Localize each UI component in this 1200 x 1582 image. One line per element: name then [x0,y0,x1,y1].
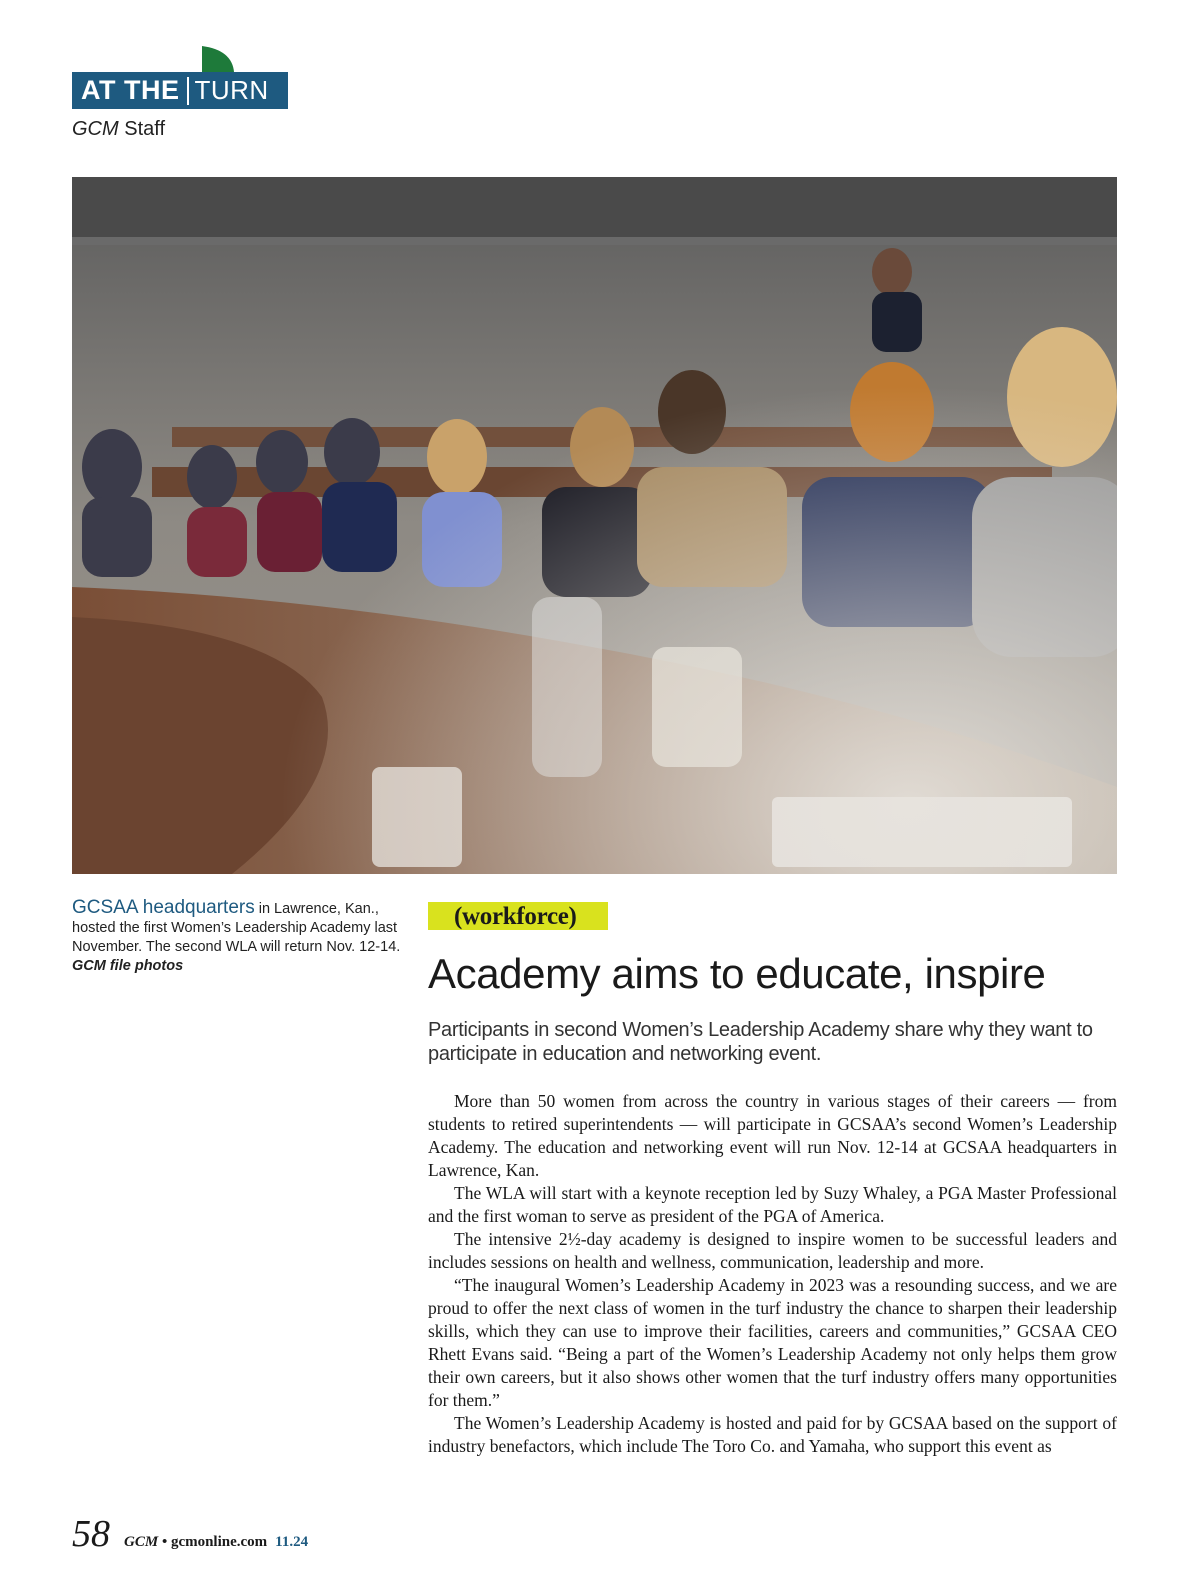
logo-divider [187,77,189,105]
logo-bold-text: AT THE [81,75,180,105]
page-footer [72,1512,308,1556]
caption-credit: GCM file photos [72,958,184,974]
flag-icon [202,46,234,72]
footer-magazine [124,1534,267,1551]
footer-mag-name: GCM [124,1534,159,1550]
byline-italic: GCM [72,118,119,140]
body-paragraph: More than 50 women from across the country in various stages of their careers — from students to retired superintendents — will participate in GCSAA’s second Women’s Leadership Academy. The education and networking event will run Nov. 12-14 at GCSAA headquarters in Lawrence, Kan. [428,1091,1117,1180]
article-headline: Academy aims to educate, inspire [428,950,1046,997]
byline-rest: Staff [118,118,165,140]
caption-text: in Lawrence, Kan., hosted the first Women’s Leadership Academy last November. The second WLA will return Nov. 12-14. [72,901,401,955]
body-paragraph: “The inaugural Women’s Leadership Academy in 2023 was a resounding success, and we are proud to offer the next class of women in the turf industry the chance to sharpen their leadership skills, which they can use to improve their facilities, careers and communities,” GCSAA CEO Rhett Evans said. “Being a part of the Women’s Leadership Academy not only helps them grow their own careers, but it also shows other women that the turf industry offers many opportunities for them.” [428,1275,1117,1410]
byline [72,118,165,141]
category-tag [428,902,608,930]
classroom-photo [72,177,1117,874]
article-body [428,1090,1117,1458]
body-paragraph: The intensive 2½-day academy is designed to inspire women to be successful leaders and includes sessions on health and wellness, communication, leadership and more. [428,1229,1117,1272]
body-paragraph: The Women’s Leadership Academy is hosted and paid for by GCSAA based on the support of industry benefactors, which include The Toro Co. and Yamaha, who support this event as [428,1413,1117,1456]
article-deck: Participants in second Women’s Leadership Academy share why they want to participate in education and networking event. [428,1019,1093,1065]
logo-light-text: TURN [194,75,269,105]
caption-lead: GCSAA headquarters [72,897,255,918]
body-paragraph: The WLA will start with a keynote reception led by Suzy Whaley, a PGA Master Professional and the first woman to serve as president of the PGA of America. [428,1183,1117,1226]
section-logo [72,46,288,110]
category-label: (workforce) [454,903,577,930]
footer-date: 11.24 [275,1534,309,1550]
logo-bar [72,72,288,109]
photo-illustration [72,177,1117,874]
page-number: 58 [72,1513,110,1555]
footer-site: • gcmonline.com [158,1534,268,1550]
photo-caption [72,898,402,976]
